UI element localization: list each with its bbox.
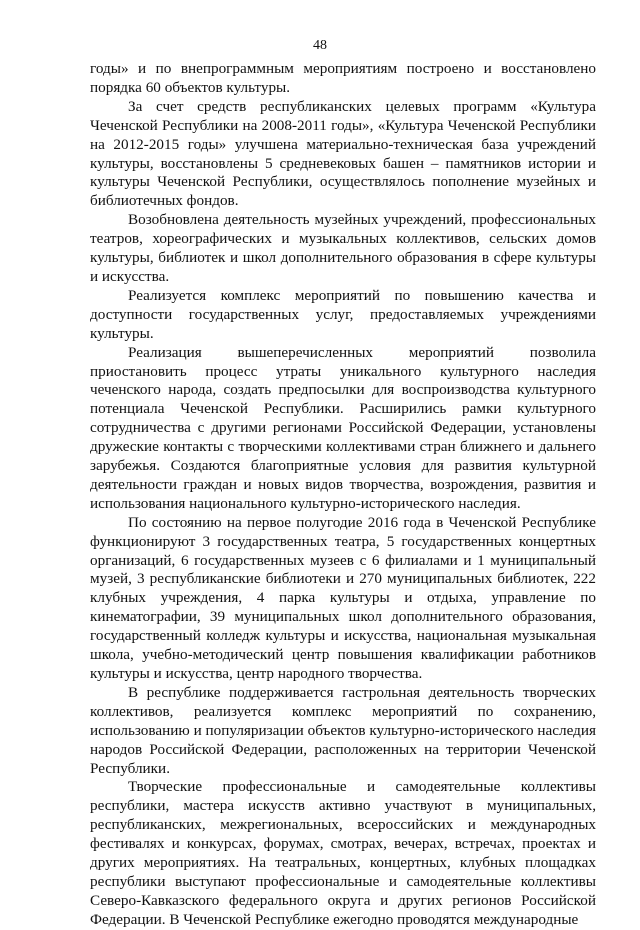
paragraph-services-quality: Реализуется комплекс мероприятий по повышению качества и доступности государственных услуг, предоставляемых учреждениями культуры. (90, 286, 596, 342)
paragraph-institutions-count: По состоянию на первое полугодие 2016 года в Чеченской Республике функционируют 3 государственных театра, 5 государственных концертных организаций, 6 государственных музеев с 6 филиалами и 1 муниципальный музей, 3 республиканские библиотеки и 270 муниципальных библиотек, 222 клубных учреждения, 4 парка культуры и отдыха, управление по кинематографии, 39 муниципальных школ дополнительного образования, государственный колледж культуры и искусства, национальная музыкальная школа, учебно-методический центр повышения квалификации работников культуры и искусства, центр народного творчества. (90, 513, 596, 682)
paragraph-results: Реализация вышеперечисленных мероприятий позволила приостановить процесс утраты уникального культурного наследия чеченского народа, создать предпосылки для воспроизводства культурного потенциала Чеченской Республики. Расширились рамки культурного сотрудничества с другими регионами Российской Федерации, установлены дружеские контакты с творческими коллективами стран ближнего и дальнего зарубежья. Создаются благоприятные условия для развития культурной деятельности граждан и новых видов творчества, возрождения, развития и использования национального культурно-исторического наследия. (90, 343, 596, 512)
paragraph-touring: В республике поддерживается гастрольная деятельность творческих коллективов, реализуется комплекс мероприятий по сохранению, использованию и популяризации объектов культурно-исторического наследия народов Российской Федерации, расположенных на территории Чеченской Республики. (90, 683, 596, 777)
document-body (90, 60, 596, 930)
paragraph-creative-collectives: Творческие профессиональные и самодеятельные коллективы республики, мастера искусств активно участвуют в муниципальных, республиканских, межрегиональных, всероссийских и международных фестивалях и конкурсах, форумах, смотрах, вечерах, встречах, проектах и других мероприятиях. На театральных, концертных, клубных площадках республики выступают профессиональные и самодеятельные коллективы Северо-Кавказского федерального округа и других регионов Российской Федерации. В Чеченской Республике ежегодно проводятся международные (90, 778, 596, 928)
paragraph-programs: За счет средств республиканских целевых программ «Культура Чеченской Республики на 2008-2011 годы», «Культура Чеченской Республики на 2012-2015 годы» улучшена материально-техническая база учреждений культуры, восстановлены 5 средневековых башен – памятников истории и культуры Чеченской Республики, осуществлялось пополнение музейных и библиотечных фондов. (90, 97, 596, 210)
page-number: 48 (313, 38, 327, 53)
paragraph-resumed-activity: Возобновлена деятельность музейных учреждений, профессиональных театров, хореографических и музыкальных коллективов, сельских домов культуры, библиотек и школ дополнительного образования в сфере культуры и искусства. (90, 211, 596, 285)
paragraph-continuation: годы» и по внепрограммным мероприятиям построено и восстановлено порядка 60 объектов культуры. (90, 60, 596, 96)
